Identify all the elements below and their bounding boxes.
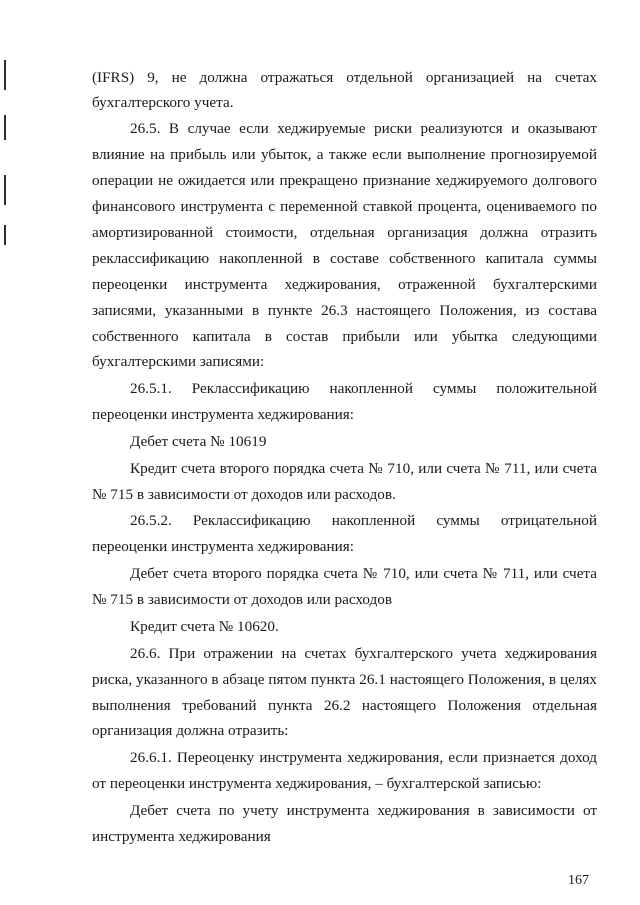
text-line: переоценки инструмента хеджирования, отраженной бухгалтерскими [92, 276, 597, 293]
paragraph-26-5-2-start: 26.5.2. Реклассификацию накопленной суммы отрицательной [130, 512, 597, 529]
debit-line: Дебет счета второго порядка счета № 710, или счета № 711, или счета [130, 565, 597, 582]
text-line: бухгалтерскими записями: [92, 353, 265, 370]
text-line: инструмента хеджирования [92, 828, 271, 845]
text-line: влияние на прибыль или убыток, а также если выполнение прогнозируемой [92, 146, 597, 163]
text-line: № 715 в зависимости от доходов или расходов [92, 591, 393, 608]
text-line: операции не ожидается или прекращено признание хеджируемого долгового [92, 172, 597, 189]
debit-line: Дебет счета по учету инструмента хеджирования в зависимости от [130, 802, 597, 819]
text-line: переоценки инструмента хеджирования: [92, 538, 355, 555]
credit-line: Кредит счета № 10620. [130, 618, 279, 635]
paragraph-26-5-1-start: 26.5.1. Реклассификацию накопленной суммы положительной [130, 380, 597, 397]
text-line: организация должна отразить: [92, 722, 289, 739]
text-line: риска, указанного в абзаце пятом пункта 26.1 настоящего Положения, в целях [92, 671, 597, 688]
page-number: 167 [568, 873, 589, 888]
credit-line: Кредит счета второго порядка счета № 710, или счета № 711, или счета [130, 460, 597, 477]
text-line: бухгалтерского учета. [92, 94, 234, 111]
text-line: № 715 в зависимости от доходов или расходов. [92, 486, 396, 503]
text-line: финансового инструмента с переменной ставкой процента, оцениваемого по [92, 198, 597, 215]
text-line: (IFRS) 9, не должна отражаться отдельной организацией на счетах [92, 69, 597, 86]
paragraph-26-6-start: 26.6. При отражении на счетах бухгалтерского учета хеджирования [130, 645, 597, 662]
paragraph-26-5-start: 26.5. В случае если хеджируемые риски реализуются и оказывают [130, 120, 597, 137]
paragraph-26-6-1-start: 26.6.1. Переоценку инструмента хеджирования, если признается доход [130, 749, 597, 766]
debit-line: Дебет счета № 10619 [130, 433, 267, 450]
text-line: переоценки инструмента хеджирования: [92, 406, 355, 423]
text-line: реклассификацию накопленной в составе собственного капитала суммы [92, 250, 597, 267]
text-line: выполнения требований пункта 26.2 настоящего Положения отдельная [92, 697, 597, 714]
text-line: собственного капитала в состав прибыли или убытка следующими [92, 328, 597, 345]
text-line: записями, указанными в пункте 26.3 настоящего Положения, из состава [92, 302, 597, 319]
text-line: амортизированной стоимости, отдельная организация должна отразить [92, 224, 597, 241]
text-line: от переоценки инструмента хеджирования, – бухгалтерской записью: [92, 775, 542, 792]
